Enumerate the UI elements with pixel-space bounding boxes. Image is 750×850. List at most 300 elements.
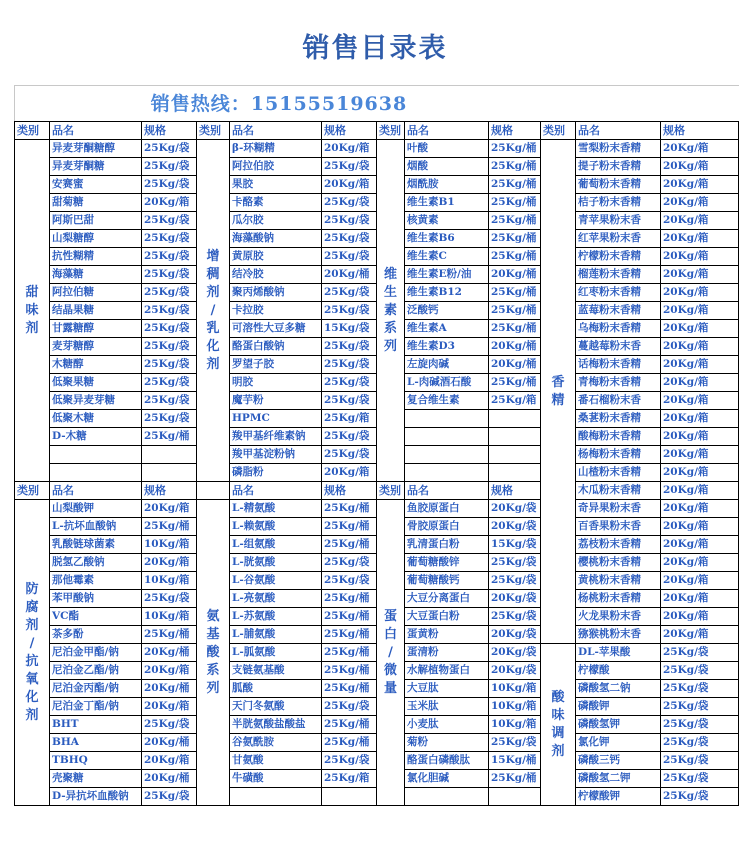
product-spec: 20Kg/袋 bbox=[489, 518, 541, 536]
product-spec: 25Kg/袋 bbox=[322, 698, 377, 716]
product-name: 尼泊金乙酯/钠 bbox=[50, 662, 142, 680]
header-category: 类别 bbox=[377, 122, 405, 140]
product-name: β-环糊精 bbox=[230, 140, 322, 158]
product-spec: 25Kg/袋 bbox=[142, 284, 197, 302]
product-spec: 25Kg/袋 bbox=[661, 734, 739, 752]
product-name: D-异抗坏血酸钠 bbox=[50, 788, 142, 806]
header-name: 品名 bbox=[405, 122, 489, 140]
product-name: 酸梅粉末香精 bbox=[576, 428, 661, 446]
product-spec: 25Kg/袋 bbox=[322, 374, 377, 392]
product-name: 蛋清粉 bbox=[405, 644, 489, 662]
product-name: 奇异果粉末香 bbox=[576, 500, 661, 518]
product-name: 果胶 bbox=[230, 176, 322, 194]
product-spec: 15Kg/袋 bbox=[322, 320, 377, 338]
header-name: 品名 bbox=[230, 482, 322, 500]
product-spec: 25Kg/袋 bbox=[489, 554, 541, 572]
product-spec: 20Kg/桶 bbox=[322, 266, 377, 284]
product-name bbox=[405, 788, 489, 806]
product-name: 葡萄糖酸钙 bbox=[405, 572, 489, 590]
product-spec: 25Kg/桶 bbox=[322, 590, 377, 608]
product-spec: 25Kg/袋 bbox=[661, 770, 739, 788]
product-name: 低聚异麦芽糖 bbox=[50, 392, 142, 410]
product-name: DL-苹果酸 bbox=[576, 644, 661, 662]
product-spec: 20Kg/袋 bbox=[489, 590, 541, 608]
product-name: 大豆分离蛋白 bbox=[405, 590, 489, 608]
product-spec: 20Kg/箱 bbox=[661, 536, 739, 554]
product-spec: 10Kg/箱 bbox=[142, 572, 197, 590]
product-spec: 20Kg/箱 bbox=[142, 554, 197, 572]
product-name: 葡萄粉末香精 bbox=[576, 176, 661, 194]
product-spec: 25Kg/袋 bbox=[142, 590, 197, 608]
product-name: 维生素B6 bbox=[405, 230, 489, 248]
product-spec: 25Kg/桶 bbox=[489, 284, 541, 302]
product-name bbox=[405, 464, 489, 482]
category-label: 甜味剂 bbox=[25, 284, 39, 336]
product-spec: 20Kg/箱 bbox=[661, 482, 739, 500]
header-name: 品名 bbox=[50, 482, 142, 500]
product-spec: 20Kg/袋 bbox=[489, 626, 541, 644]
category-label: 增稠剂/乳化剂 bbox=[206, 248, 220, 372]
product-spec: 20Kg/箱 bbox=[142, 752, 197, 770]
product-name bbox=[50, 446, 142, 464]
product-spec: 25Kg/桶 bbox=[322, 518, 377, 536]
product-spec: 25Kg/桶 bbox=[142, 428, 197, 446]
product-name bbox=[405, 428, 489, 446]
product-spec: 25Kg/袋 bbox=[489, 608, 541, 626]
product-name: 水解植物蛋白 bbox=[405, 662, 489, 680]
product-name: 左旋肉碱 bbox=[405, 356, 489, 374]
product-spec: 20Kg/箱 bbox=[661, 500, 739, 518]
product-name: 尼泊金甲酯/钠 bbox=[50, 644, 142, 662]
product-spec: 25Kg/袋 bbox=[142, 392, 197, 410]
product-name: 柠檬酸钾 bbox=[576, 788, 661, 806]
product-name: 大豆蛋白粉 bbox=[405, 608, 489, 626]
product-name bbox=[50, 464, 142, 482]
product-name: 复合维生素 bbox=[405, 392, 489, 410]
product-name: L-赖氨酸 bbox=[230, 518, 322, 536]
product-spec: 20Kg/箱 bbox=[661, 554, 739, 572]
product-spec: 25Kg/袋 bbox=[142, 338, 197, 356]
product-name: 山梨糖醇 bbox=[50, 230, 142, 248]
product-spec: 10Kg/箱 bbox=[489, 716, 541, 734]
product-spec: 20Kg/箱 bbox=[661, 608, 739, 626]
product-spec: 25Kg/桶 bbox=[142, 518, 197, 536]
product-spec: 25Kg/桶 bbox=[322, 536, 377, 554]
header-spec: 规格 bbox=[661, 122, 739, 140]
product-spec: 25Kg/袋 bbox=[142, 158, 197, 176]
product-spec: 20Kg/箱 bbox=[322, 140, 377, 158]
product-name: 红枣粉末香精 bbox=[576, 284, 661, 302]
product-spec bbox=[489, 788, 541, 806]
product-spec: 20Kg/桶 bbox=[142, 644, 197, 662]
product-name: 玉米肽 bbox=[405, 698, 489, 716]
product-name: 结晶果糖 bbox=[50, 302, 142, 320]
product-spec: 25Kg/袋 bbox=[489, 734, 541, 752]
product-spec: 20Kg/箱 bbox=[322, 176, 377, 194]
category-cell bbox=[15, 140, 50, 482]
product-spec: 25Kg/袋 bbox=[142, 356, 197, 374]
product-spec: 25Kg/桶 bbox=[489, 230, 541, 248]
product-name: 海藻酸钠 bbox=[230, 230, 322, 248]
category-label: 蛋白/微量 bbox=[383, 608, 397, 696]
product-spec: 25Kg/袋 bbox=[661, 716, 739, 734]
header-spec: 规格 bbox=[322, 122, 377, 140]
header-spec: 规格 bbox=[142, 482, 197, 500]
product-name: 海藻糖 bbox=[50, 266, 142, 284]
product-name: 维生素E粉/油 bbox=[405, 266, 489, 284]
product-spec: 20Kg/箱 bbox=[661, 338, 739, 356]
product-name: 壳聚糖 bbox=[50, 770, 142, 788]
product-name: 榴莲粉末香精 bbox=[576, 266, 661, 284]
product-spec: 20Kg/箱 bbox=[661, 626, 739, 644]
product-name: 维生素B12 bbox=[405, 284, 489, 302]
product-name: L-亮氨酸 bbox=[230, 590, 322, 608]
product-name: 葡萄糖酸锌 bbox=[405, 554, 489, 572]
product-spec: 25Kg/袋 bbox=[322, 212, 377, 230]
category-cell bbox=[377, 140, 405, 482]
category-label: 维生素系列 bbox=[383, 266, 397, 354]
product-name: 甘氨酸 bbox=[230, 752, 322, 770]
product-spec: 25Kg/桶 bbox=[489, 194, 541, 212]
product-name: 话梅粉末香精 bbox=[576, 356, 661, 374]
category-cell bbox=[15, 500, 50, 806]
product-spec: 20Kg/箱 bbox=[661, 212, 739, 230]
product-spec: 25Kg/桶 bbox=[322, 716, 377, 734]
product-name: 低聚果糖 bbox=[50, 374, 142, 392]
product-spec: 25Kg/袋 bbox=[322, 284, 377, 302]
product-name: 烟酸 bbox=[405, 158, 489, 176]
product-name: 麦芽糖醇 bbox=[50, 338, 142, 356]
product-name: 木瓜粉末香精 bbox=[576, 482, 661, 500]
product-spec: 25Kg/箱 bbox=[322, 410, 377, 428]
product-spec: 25Kg/桶 bbox=[489, 176, 541, 194]
product-name: 猕猴桃粉末香 bbox=[576, 626, 661, 644]
product-name: 柠檬粉末香精 bbox=[576, 248, 661, 266]
product-spec: 25Kg/袋 bbox=[322, 194, 377, 212]
product-spec: 25Kg/袋 bbox=[322, 554, 377, 572]
product-name: L-胍氨酸 bbox=[230, 644, 322, 662]
product-name: 抗性糊精 bbox=[50, 248, 142, 266]
product-spec: 20Kg/箱 bbox=[661, 518, 739, 536]
product-spec: 20Kg/箱 bbox=[142, 662, 197, 680]
product-name: 尼泊金丙酯/钠 bbox=[50, 680, 142, 698]
product-name: 羧甲基纤维素钠 bbox=[230, 428, 322, 446]
product-name: 黄桃粉末香精 bbox=[576, 572, 661, 590]
product-name: 杨梅粉末香精 bbox=[576, 446, 661, 464]
category-label: 氨基酸系列 bbox=[206, 608, 220, 696]
product-name: 阿拉伯胶 bbox=[230, 158, 322, 176]
product-name: 木糖醇 bbox=[50, 356, 142, 374]
product-name: TBHQ bbox=[50, 752, 142, 770]
product-spec: 25Kg/袋 bbox=[322, 230, 377, 248]
product-spec: 25Kg/桶 bbox=[489, 140, 541, 158]
product-spec: 25Kg/桶 bbox=[322, 626, 377, 644]
product-spec: 25Kg/袋 bbox=[322, 302, 377, 320]
product-name: 红苹果粉末香 bbox=[576, 230, 661, 248]
product-spec bbox=[489, 464, 541, 482]
product-name: 磷酸氢二钾 bbox=[576, 770, 661, 788]
product-name: 氯化钾 bbox=[576, 734, 661, 752]
product-name: 安赛蜜 bbox=[50, 176, 142, 194]
product-name: 菊粉 bbox=[405, 734, 489, 752]
header-name: 品名 bbox=[230, 122, 322, 140]
product-spec: 20Kg/箱 bbox=[661, 194, 739, 212]
product-name: 魔芋粉 bbox=[230, 392, 322, 410]
product-name: L-抗坏血酸钠 bbox=[50, 518, 142, 536]
product-spec: 25Kg/袋 bbox=[322, 752, 377, 770]
product-name: 谷氨酰胺 bbox=[230, 734, 322, 752]
product-name: 火龙果粉末香 bbox=[576, 608, 661, 626]
category-cell bbox=[541, 644, 576, 806]
product-spec: 20Kg/箱 bbox=[661, 572, 739, 590]
product-spec: 20Kg/箱 bbox=[661, 176, 739, 194]
catalog-table bbox=[14, 121, 739, 806]
product-spec: 25Kg/袋 bbox=[661, 662, 739, 680]
product-name: 茶多酚 bbox=[50, 626, 142, 644]
product-name bbox=[405, 446, 489, 464]
product-name: 卡拉胶 bbox=[230, 302, 322, 320]
category-label: 香精 bbox=[551, 374, 565, 408]
product-name: 维生素A bbox=[405, 320, 489, 338]
product-spec bbox=[489, 428, 541, 446]
product-spec: 10Kg/箱 bbox=[489, 680, 541, 698]
product-name: 维生素C bbox=[405, 248, 489, 266]
product-name bbox=[405, 410, 489, 428]
product-spec: 20Kg/箱 bbox=[661, 284, 739, 302]
product-spec: 25Kg/袋 bbox=[322, 158, 377, 176]
product-name: BHA bbox=[50, 734, 142, 752]
product-spec: 20Kg/箱 bbox=[661, 428, 739, 446]
product-name: 乌梅粉末香精 bbox=[576, 320, 661, 338]
product-spec: 20Kg/箱 bbox=[322, 464, 377, 482]
product-name: D-木糖 bbox=[50, 428, 142, 446]
product-spec: 20Kg/箱 bbox=[661, 140, 739, 158]
product-name: 黄原胶 bbox=[230, 248, 322, 266]
product-spec: 20Kg/箱 bbox=[142, 194, 197, 212]
product-name: 甘露糖醇 bbox=[50, 320, 142, 338]
product-spec: 25Kg/袋 bbox=[489, 572, 541, 590]
product-name: 天门冬氨酸 bbox=[230, 698, 322, 716]
product-name: 磷酸钾 bbox=[576, 698, 661, 716]
category-label: 酸味调剂 bbox=[551, 689, 565, 759]
product-name: 桔子粉末香精 bbox=[576, 194, 661, 212]
product-name: 杨桃粉末香精 bbox=[576, 590, 661, 608]
product-name: L-谷氨酸 bbox=[230, 572, 322, 590]
header-spec: 规格 bbox=[489, 122, 541, 140]
product-spec: 25Kg/桶 bbox=[489, 158, 541, 176]
product-name: 蔓越莓粉末香 bbox=[576, 338, 661, 356]
product-name: 瓜尔胶 bbox=[230, 212, 322, 230]
product-name: 脱氢乙酸钠 bbox=[50, 554, 142, 572]
product-spec: 25Kg/桶 bbox=[489, 212, 541, 230]
product-name: 低聚木糖 bbox=[50, 410, 142, 428]
product-spec: 25Kg/桶 bbox=[322, 680, 377, 698]
product-name: 蛋黄粉 bbox=[405, 626, 489, 644]
header-category bbox=[197, 482, 230, 500]
product-name: 叶酸 bbox=[405, 140, 489, 158]
product-spec: 25Kg/袋 bbox=[322, 392, 377, 410]
product-spec: 20Kg/袋 bbox=[489, 644, 541, 662]
product-spec: 25Kg/袋 bbox=[142, 176, 197, 194]
product-spec: 25Kg/袋 bbox=[322, 356, 377, 374]
product-spec: 10Kg/箱 bbox=[142, 608, 197, 626]
product-spec: 20Kg/袋 bbox=[489, 500, 541, 518]
product-spec: 25Kg/袋 bbox=[142, 410, 197, 428]
category-cell bbox=[541, 140, 576, 644]
header-name: 品名 bbox=[405, 482, 489, 500]
header-category: 类别 bbox=[197, 122, 230, 140]
product-name: 牛磺酸 bbox=[230, 770, 322, 788]
product-spec: 25Kg/袋 bbox=[142, 248, 197, 266]
product-name: 烟酰胺 bbox=[405, 176, 489, 194]
product-spec: 20Kg/箱 bbox=[661, 266, 739, 284]
product-spec: 20Kg/箱 bbox=[661, 590, 739, 608]
product-name: 泛酸钙 bbox=[405, 302, 489, 320]
product-spec: 20Kg/箱 bbox=[661, 464, 739, 482]
header-name: 品名 bbox=[576, 122, 661, 140]
product-name: 异麦芽酮糖醇 bbox=[50, 140, 142, 158]
product-name: 百香果粉末香 bbox=[576, 518, 661, 536]
product-name: 鱼胶原蛋白 bbox=[405, 500, 489, 518]
product-name: 提子粉末香精 bbox=[576, 158, 661, 176]
product-spec: 10Kg/箱 bbox=[142, 536, 197, 554]
product-name: L-肉碱酒石酸 bbox=[405, 374, 489, 392]
product-spec: 25Kg/袋 bbox=[142, 230, 197, 248]
product-name: 乳酸链球菌素 bbox=[50, 536, 142, 554]
product-spec: 25Kg/桶 bbox=[322, 500, 377, 518]
category-cell bbox=[197, 140, 230, 482]
product-spec bbox=[142, 446, 197, 464]
product-name: 青梅粉末香精 bbox=[576, 374, 661, 392]
product-name: 山楂粉末香精 bbox=[576, 464, 661, 482]
product-spec: 25Kg/桶 bbox=[489, 302, 541, 320]
product-spec: 20Kg/桶 bbox=[489, 338, 541, 356]
product-name: 蓝莓粉末香精 bbox=[576, 302, 661, 320]
product-name: 磷酸三钙 bbox=[576, 752, 661, 770]
product-spec: 20Kg/箱 bbox=[661, 374, 739, 392]
product-spec: 25Kg/袋 bbox=[142, 320, 197, 338]
product-name: 聚丙烯酸钠 bbox=[230, 284, 322, 302]
product-spec: 25Kg/桶 bbox=[322, 608, 377, 626]
product-spec: 15Kg/袋 bbox=[489, 536, 541, 554]
product-name: 甜菊糖 bbox=[50, 194, 142, 212]
product-name: 桑葚粉末香精 bbox=[576, 410, 661, 428]
product-spec: 20Kg/箱 bbox=[661, 230, 739, 248]
product-spec: 20Kg/桶 bbox=[489, 356, 541, 374]
product-spec: 25Kg/桶 bbox=[489, 320, 541, 338]
product-name: 明胶 bbox=[230, 374, 322, 392]
header-category: 类别 bbox=[15, 482, 50, 500]
product-name: L-精氨酸 bbox=[230, 500, 322, 518]
product-name: 尼泊金丁酯/钠 bbox=[50, 698, 142, 716]
product-spec: 20Kg/桶 bbox=[142, 770, 197, 788]
header-name: 品名 bbox=[50, 122, 142, 140]
product-spec: 25Kg/袋 bbox=[322, 248, 377, 266]
product-spec: 25Kg/袋 bbox=[142, 302, 197, 320]
product-name: 卡酪素 bbox=[230, 194, 322, 212]
product-spec bbox=[322, 788, 377, 806]
product-spec: 25Kg/袋 bbox=[142, 374, 197, 392]
product-spec: 25Kg/箱 bbox=[489, 392, 541, 410]
product-name: 羧甲基淀粉钠 bbox=[230, 446, 322, 464]
product-spec: 25Kg/袋 bbox=[661, 698, 739, 716]
product-name: 柠檬酸 bbox=[576, 662, 661, 680]
product-spec: 25Kg/袋 bbox=[661, 680, 739, 698]
header-category: 类别 bbox=[377, 482, 405, 500]
product-name: BHT bbox=[50, 716, 142, 734]
product-spec: 25Kg/袋 bbox=[322, 338, 377, 356]
product-spec: 20Kg/箱 bbox=[661, 446, 739, 464]
product-spec: 10Kg/箱 bbox=[489, 698, 541, 716]
product-name: 小麦肽 bbox=[405, 716, 489, 734]
product-spec: 20Kg/箱 bbox=[661, 320, 739, 338]
product-name: 山梨酸钾 bbox=[50, 500, 142, 518]
product-spec: 25Kg/袋 bbox=[142, 140, 197, 158]
header-category: 类别 bbox=[15, 122, 50, 140]
product-name: 胍酸 bbox=[230, 680, 322, 698]
product-name: 大豆肽 bbox=[405, 680, 489, 698]
product-name: L-胱氨酸 bbox=[230, 554, 322, 572]
product-spec: 20Kg/箱 bbox=[142, 500, 197, 518]
product-name bbox=[230, 788, 322, 806]
product-spec bbox=[489, 410, 541, 428]
product-spec: 25Kg/袋 bbox=[661, 644, 739, 662]
category-cell bbox=[197, 500, 230, 806]
product-spec: 15Kg/桶 bbox=[489, 752, 541, 770]
product-name: 半胱氨酸盐酸盐 bbox=[230, 716, 322, 734]
product-spec: 25Kg/箱 bbox=[322, 770, 377, 788]
product-name: 荔枝粉末香精 bbox=[576, 536, 661, 554]
product-name: 雪梨粉末香精 bbox=[576, 140, 661, 158]
product-name: 番石榴粉末香 bbox=[576, 392, 661, 410]
header-category: 类别 bbox=[541, 122, 576, 140]
product-spec: 20Kg/箱 bbox=[661, 248, 739, 266]
header-spec: 规格 bbox=[142, 122, 197, 140]
product-name: 罗望子胶 bbox=[230, 356, 322, 374]
product-name: 酪蛋白酸钠 bbox=[230, 338, 322, 356]
product-name: 苯甲酸钠 bbox=[50, 590, 142, 608]
product-name: 阿拉伯糖 bbox=[50, 284, 142, 302]
product-spec: 25Kg/桶 bbox=[322, 734, 377, 752]
product-spec: 25Kg/袋 bbox=[661, 752, 739, 770]
product-name: 阿斯巴甜 bbox=[50, 212, 142, 230]
product-spec: 25Kg/袋 bbox=[142, 266, 197, 284]
product-name: VC酯 bbox=[50, 608, 142, 626]
product-name: 那他霉素 bbox=[50, 572, 142, 590]
product-name: 磷脂粉 bbox=[230, 464, 322, 482]
product-spec: 20Kg/箱 bbox=[661, 356, 739, 374]
product-spec: 20Kg/箱 bbox=[142, 698, 197, 716]
product-name: 可溶性大豆多糖 bbox=[230, 320, 322, 338]
product-spec: 20Kg/袋 bbox=[489, 662, 541, 680]
product-spec: 20Kg/箱 bbox=[661, 392, 739, 410]
product-spec: 25Kg/袋 bbox=[142, 716, 197, 734]
product-spec: 25Kg/桶 bbox=[322, 662, 377, 680]
product-name: HPMC bbox=[230, 410, 322, 428]
product-name: 磷酸氢钾 bbox=[576, 716, 661, 734]
product-name: 异麦芽酮糖 bbox=[50, 158, 142, 176]
product-name: 氯化胆碱 bbox=[405, 770, 489, 788]
product-spec: 25Kg/桶 bbox=[322, 644, 377, 662]
header-spec: 规格 bbox=[322, 482, 377, 500]
product-name: 维生素B1 bbox=[405, 194, 489, 212]
header-spec: 规格 bbox=[489, 482, 541, 500]
product-spec: 20Kg/桶 bbox=[489, 266, 541, 284]
product-name: 樱桃粉末香精 bbox=[576, 554, 661, 572]
product-spec: 25Kg/桶 bbox=[142, 626, 197, 644]
sales-hotline: 销售热线：15155519638 bbox=[150, 93, 408, 115]
product-spec bbox=[489, 446, 541, 464]
